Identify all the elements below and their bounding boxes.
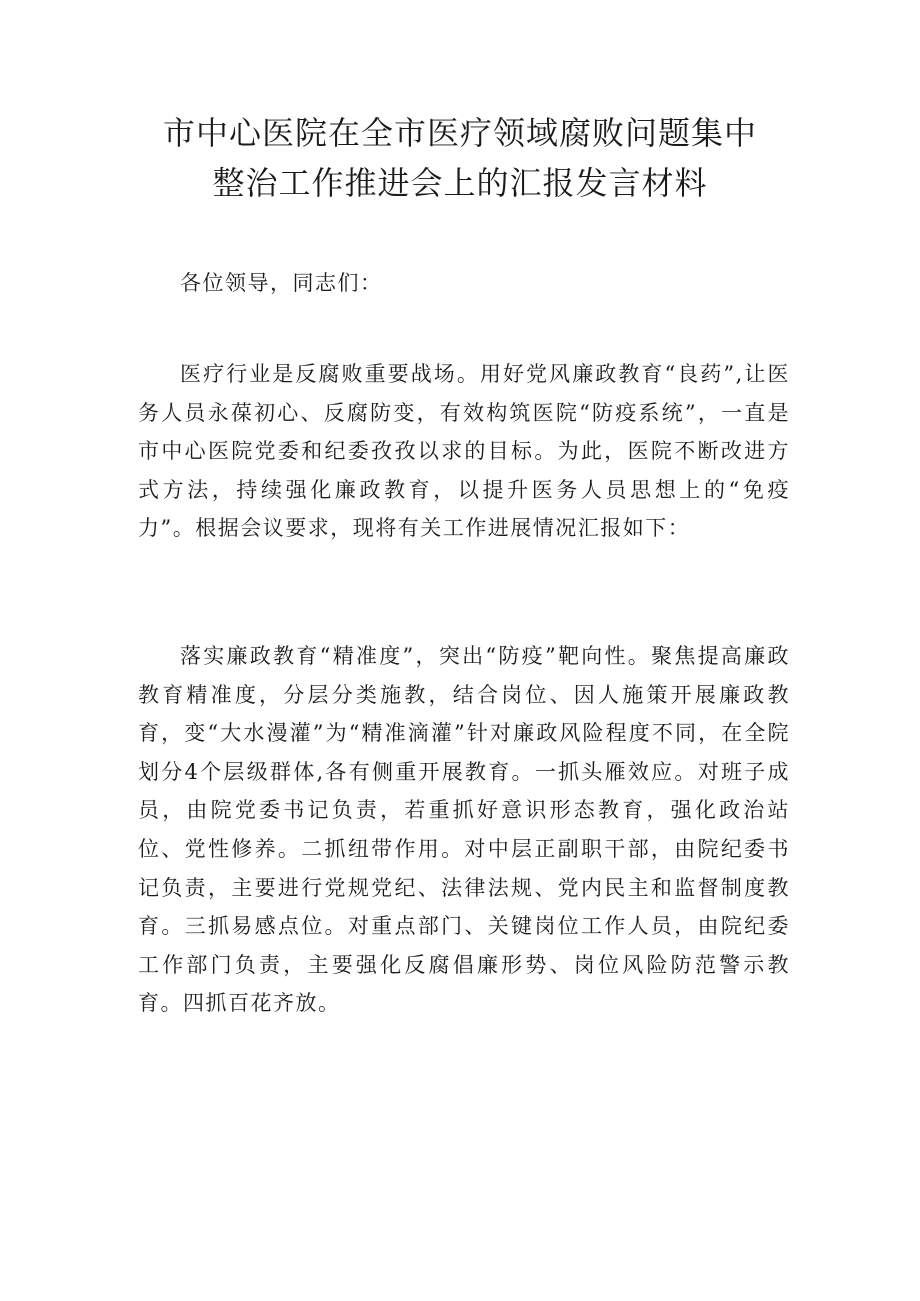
paragraph-intro: 医疗行业是反腐败重要战场。用好党风廉政教育“良药”,让医务人员永葆初心、反腐防变，有效构筑医院“防疫系统”，一直是市中心医院党委和纪委孜孜以求的目标。为此，医院不断改进方式方法，持续强化廉政教育，以提升医务人员思想上的“免疫力”。根据会议要求，现将有关工作进展情况汇报如下： [138,362,790,541]
title-line-1: 市中心医院在全市医疗领域腐败问题集中 [162,114,757,152]
salutation: 各位领导，同志们： [180,271,383,295]
paragraph-precision-education: 落实廉政教育“精准度”，突出“防疫”靶向性。聚焦提高廉政教育精准度，分层分类施教，结合岗位、因人施策开展廉政教育，变“大水漫灌”为“精准滴灌”针对廉政风险程度不同，在全院划分4个层级群体,各有侧重开展教育。一抓头雁效应。对班子成员，由院党委书记负责，若重抓好意识形态教育，强化政治站位、党性修养。二抓纽带作用。对中层正副职干部，由院纪委书记负责，主要进行党规党纪、法律法规、党内民主和监督制度教育。三抓易感点位。对重点部门、关键岗位工作人员，由院纪委工作部门负责，主要强化反腐倡廉形势、岗位风险防范警示教育。四抓百花齐放。 [138,644,790,1016]
title-line-2: 整治工作推进会上的汇报发言材料 [212,164,708,202]
document-title [120,108,800,208]
